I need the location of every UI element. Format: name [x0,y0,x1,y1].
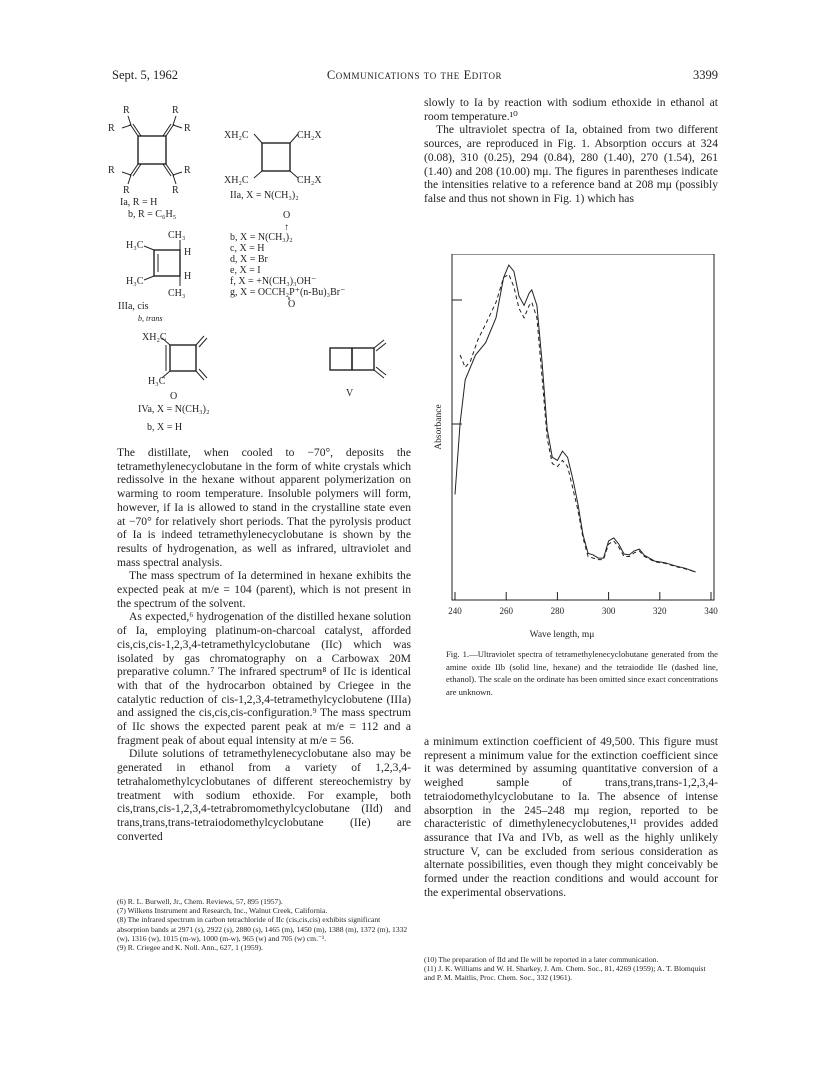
ch3-label: CH₃ [168,288,186,299]
left-column-text [117,446,411,843]
r-label: R [172,105,179,116]
r-label: R [123,105,130,116]
footnote: (8) The infrared spectrum in carbon tetrachloride of IIc (cis,cis,cis) exhibits significant absorption bands at 2971 (s), 2922 (s), 2880 (s), 1465 (m), 1450 (m), 1388 (m), 1372 (m), 1332 (w), 1316 (w), 1015 (m-w), 1000 (m-w), 965 (w) and 705 (w) cm.⁻¹. [117,915,408,943]
structure-iii [144,240,180,286]
figure-caption: Fig. 1.—Ultraviolet spectra of tetramethylenecyclobutane generated from the amine oxide IIb (solid line, hexane) and the tetraiodide IIe (dashed line, ethanol). The scale on the ordinate has been omitted since exact concentrations are unknown. [446,649,718,697]
paragraph: Dilute solutions of tetramethylenecyclobutane also may be generated in ethanol from a variety of 1,2,3,4-tetrahalomethylcyclobutanes of different stereochemistry by treatment with sodium ethoxide. For example, both cis,trans,cis-1,2,3,4-tetrabromomethylcyclobutane (IId) and trans,trans,trans-tetraiodomethylcyclobutane (IIe) are converted [117,747,411,843]
paragraph: The distillate, when cooled to −70°, deposits the tetramethylenecyclobutane in the form of white crystals which redissolve in the hexane without apparent polymerization on warming to room temperature. Insoluble polymers will form, however, if Ia is allowed to stand in the crystalline state even at −70° for relatively short periods. That the pyrolysis product of Ia is indeed tetramethylenecyclobutane is shown by the results of hydrogenation, as well as infrared, ultraviolet and mass spectral analysis. [117,446,411,569]
oxygen-label: O [283,210,291,221]
series-line-solid [455,265,696,572]
structure-iv [162,336,207,380]
x-tick-label: 320 [653,606,667,616]
compound-iid-label: d, X = Br [230,254,268,265]
right-footnotes [424,955,718,983]
x-axis-ticks [455,592,711,600]
x-tick-label: 340 [704,606,718,616]
y-axis-label: Absorbance [434,404,444,450]
paragraph: slowly to Ia by reaction with sodium ethoxide in ethanol at room temperature.¹⁰ [424,96,718,123]
h3c-label: H₃C [126,240,144,251]
r-label: R [108,165,115,176]
h-label: H [184,247,192,258]
h3c-label: H₃C [126,276,144,287]
right-column-top-text [424,96,718,206]
compound-iia-label: IIa, X = N(CH₃)₂ [230,190,299,201]
structure-v [330,340,386,378]
paragraph: As expected,⁶ hydrogenation of the distilled hexane solution of Ia, employing platinum-on-charcoal catalyst, afforded cis,cis,cis-1,2,3,4-tetramethylcyclobutane (IIc) which was isolated by gas chromatography on a Carbowax 20M preparative column.⁷ The infrared spectrum⁸ of IIc is identical with that of the hydrocarbon obtained by Criegee in the catalytic reduction of cis-1,2,3,4-tetramethylcyclobutene (IIIa) and assigned the cis,cis,cis-configuration.⁹ The mass spectrum of IIc shows the expected parent peak at m/e = 112 and a fragment peak of about equal intensity at m/e = 56. [117,610,411,747]
footnote: (9) R. Criegee and K. Noll. Ann., 627, 1 (1959). [117,943,263,953]
xh2c-label: XH₂C [142,332,167,343]
r-label: R [172,185,179,196]
right-column-bottom-text [424,735,718,899]
structure-ia [122,116,182,184]
r-label: R [108,123,115,134]
ch2x-label: CH₂X [297,175,322,186]
xh2c-label: XH₂C [224,130,249,141]
oxygen-label: O [170,391,178,402]
series-layer [455,265,696,572]
footnote: (6) R. L. Burwell, Jr., Chem. Reviews, 57, 895 (1957). [117,897,283,906]
compound-iif-label: f, X = +N(CH₃)₃OH⁻ [230,276,317,287]
ch2x-label: CH₂X [297,130,322,141]
h-label: H [184,271,192,282]
paragraph: The ultraviolet spectra of Ia, obtained from two different sources, are reproduced in Fig. 1. Absorption occurs at 324 (0.08), 310 (0.25), 294 (0.84), 280 (1.40), 270 (1.54), 261 (1.40) and 208 (10.00) mμ. The figures in parentheses indicate the intensities relative to a reference band at 208 mμ (possibly false and thus not shown in Fig. 1) which has [424,123,718,205]
running-title: Communications to the Editor [326,68,503,82]
compound-iva-label: IVa, X = N(CH₃)₂ [138,404,210,415]
x-tick-label: 300 [601,606,616,616]
figure-1-chart [424,254,724,644]
paragraph: The mass spectrum of Ia determined in hexane exhibits the expected peak at m/e = 104 (parent), which is not present in the spectrum of the solvent. [117,569,411,610]
r-label: R [184,123,191,134]
x-tick-label: 240 [448,606,462,616]
r-label: R [184,165,191,176]
compound-v-label: V [346,388,354,399]
left-footnotes [117,897,411,952]
footnote: (11) J. K. Williams and W. H. Sharkey, J. Am. Chem. Soc., 81, 4269 (1959); A. T. Blomquist and P. M. Maitlis, Proc. Chem. Soc., 332 (1961). [424,964,706,983]
compound-iib-label: b, X = N(CH₃)₂ [230,232,293,243]
x-tick-label: 280 [550,606,565,616]
footnote: (10) The preparation of IId and IIe will be reported in a later communication. [424,955,659,964]
r-label: R [123,185,130,196]
structure-iia [254,134,298,178]
compound-ivb-label: b, X = H [147,422,183,433]
compound-iiia-label: IIIa, cis [118,301,149,312]
arrow-glyph: ↑ [284,222,289,233]
x-axis-tick-labels [448,606,718,616]
x-tick-label: 260 [499,606,513,616]
footnote: (7) Wilkens Instrument and Research, Inc., Walnut Creek, California. [117,906,328,916]
running-date: Sept. 5, 1962 [112,68,178,82]
xh2c-label: XH₂C [224,175,249,186]
carbonyl-o-label: O [288,299,296,310]
page-number: 3399 [693,68,718,82]
compound-ia-label: Ia, R = H [120,197,158,208]
ch3-label: CH₃ [168,230,186,241]
compound-iie-label: e, X = I [230,265,261,276]
compound-iig-label: g, X = OCCH₂P⁺(n-Bu)₃Br⁻ [230,287,346,298]
compound-ib-label: b, R = C₆H₅ [128,209,177,220]
x-axis-label: Wave length, mμ [529,630,595,640]
paragraph: a minimum extinction coefficient of 49,500. This figure must represent a minimum value for the extinction coefficient since it was determined by assuming quantitative conversion of a weighed sample of trans,trans,trans-1,2,3,4-tetraiodomethylcyclobutane to Ia. The absence of intense absorption in the 245–248 mμ region, reported to be characteristic of dimethylenecyclobutenes,¹¹ provides added assurance that IVa and IVb, as well as the highly unlikely structure V, can be excluded from serious consideration as alternate possibilities, even though they might conceivably be formed under the reaction conditions and would account for the experimental observations. [424,735,718,899]
h3c-label: H₃C [148,376,166,387]
compound-iic-label: c, X = H [230,243,265,254]
plot-frame [452,254,714,600]
chemical-structures [108,100,408,420]
compound-iiib-label: b, trans [138,314,163,323]
